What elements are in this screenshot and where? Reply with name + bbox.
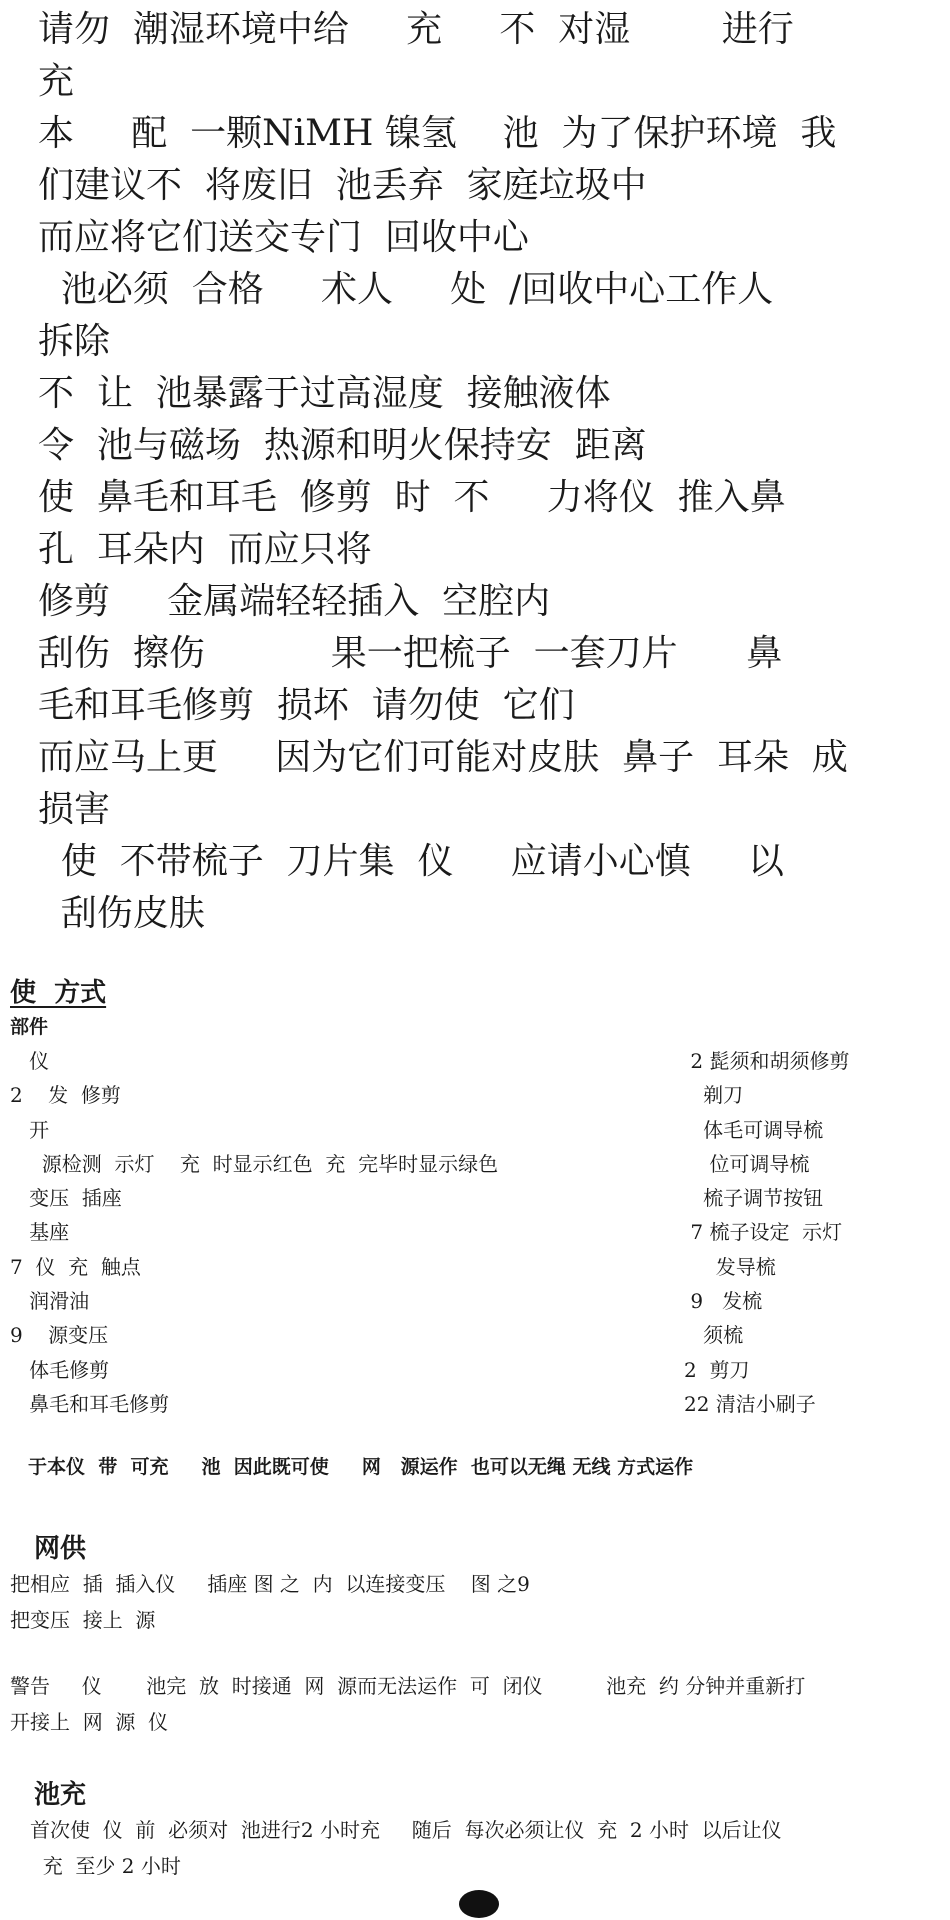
parts-heading: 部件 [10,1016,49,1038]
safety-line: 使 鼻毛和耳毛 修剪 时 不 力将仪 推入鼻 [38,477,786,518]
safety-line: 损害 [38,789,111,830]
safety-line: 们建议不 将废旧 池丢弃 家庭垃圾中 [38,165,647,206]
part-item: 9 源变压 [10,1323,109,1348]
safety-line: 本 配 一颗NiMH 镍氢 池 为了保护环境 我 [38,113,837,154]
part-item: 发导梳 [684,1254,776,1279]
safety-line: 池必须 合格 术人 处 /回收中心工作人 [38,269,774,310]
battery-instructions [30,1812,782,1884]
cordless-note: 于本仪 带 可充 池 因此既可使 网 源运作 也可以无绳 无线 方式运作 [28,1456,694,1478]
part-item: 剃刀 [684,1083,744,1108]
safety-line: 而应将它们送交专门 回收中心 [38,217,529,258]
part-item: 须梳 [684,1323,744,1348]
safety-line: 毛和耳毛修剪 损坏 请勿使 它们 [38,685,575,726]
safety-line: 刮伤皮肤 [38,893,205,934]
safety-line: 而应马上更 因为它们可能对皮肤 鼻子 耳朵 成 [38,737,848,778]
safety-instructions [38,4,938,940]
part-item: 体毛修剪 [10,1357,110,1382]
safety-line: 充 [38,61,75,102]
mains-warning [10,1668,805,1740]
safety-line: 使 不带梳子 刀片集 仪 应请小心慎 以 [38,841,784,882]
part-item: 位可调导梳 [684,1151,810,1176]
part-item: 2 发 修剪 [10,1083,121,1108]
part-item: 鼻毛和耳毛修剪 [10,1391,170,1416]
warning-line: 开接上 网 源 仪 [10,1710,169,1734]
part-item: 润滑油 [10,1289,90,1314]
mains-heading: 网供 [34,1534,87,1564]
part-item: 7 梳子设定 示灯 [684,1220,843,1245]
mains-line: 把变压 接上 源 [10,1608,156,1632]
usage-section-title: 使 方式 [10,978,107,1008]
safety-line: 请勿 潮湿环境中给 充 不 对湿 进行 [38,9,794,50]
part-item: 22 清洁小刷子 [684,1391,816,1416]
part-item: 体毛可调导梳 [684,1117,824,1142]
safety-line: 不 让 池暴露于过高湿度 接触液体 [38,373,611,414]
warning-line: 警告 仪 池完 放 时接通 网 源而无法运作 可 闭仪 池充 约 分钟并重新打 [10,1674,806,1698]
safety-line: 拆除 [38,321,111,362]
parts-list-right [684,1044,849,1421]
mains-line: 把相应 插 插入仪 插座 图 之 内 以连接变压 图 之9 [10,1572,530,1596]
part-item: 梳子调节按钮 [684,1186,824,1211]
battery-line: 首次使 仪 前 必须对 池进行2 小时充 随后 每次必须让仪 充 2 小时 以后让仪 [30,1818,782,1842]
part-item: 源检测 示灯 充 时显示红色 充 完毕时显示绿色 [10,1151,499,1176]
part-item: 2 剪刀 [684,1357,750,1382]
battery-heading: 池充 [34,1780,87,1810]
part-item: 仪 [10,1049,50,1073]
safety-line: 令 池与磁场 热源和明火保持安 距离 [38,425,647,466]
safety-line: 刮伤 擦伤 果一把梳子 一套刀片 鼻 [38,633,783,674]
safety-line: 修剪 金属端轻轻插入 空腔内 [38,581,551,622]
page-number-marker [459,1890,499,1918]
parts-list-left [10,1044,498,1421]
part-item: 变压 插座 [10,1186,122,1211]
mains-instructions [10,1566,530,1638]
battery-line: 充 至少 2 小时 [30,1854,181,1878]
part-item: 开 [10,1117,50,1142]
part-item: 2 髭须和胡须修剪 [684,1049,850,1073]
part-item: 基座 [10,1220,70,1245]
safety-line: 孔 耳朵内 而应只将 [38,529,372,570]
part-item: 9 发梳 [684,1289,763,1314]
part-item: 7 仪 充 触点 [10,1254,141,1279]
